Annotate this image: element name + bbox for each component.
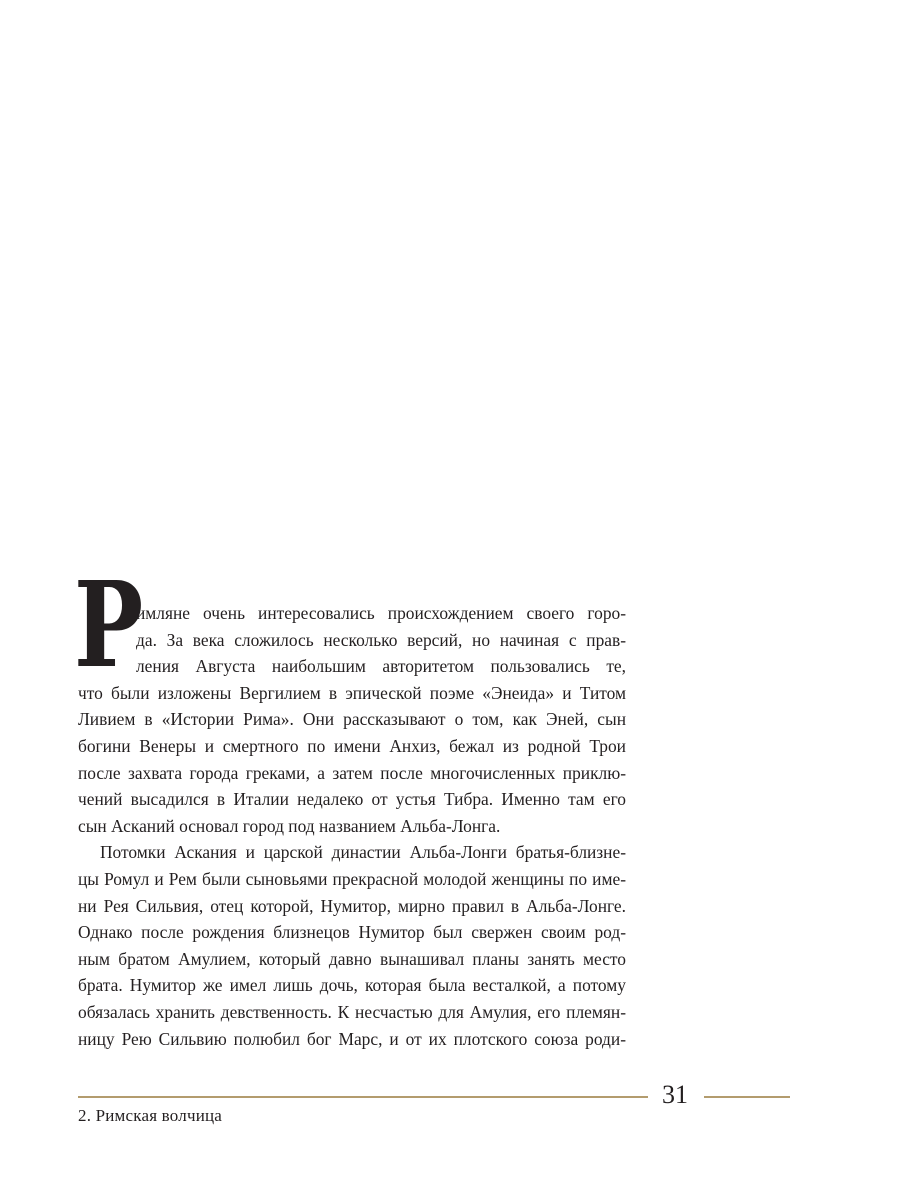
drop-cap: Р — [74, 555, 144, 694]
footer-rule-right — [704, 1096, 790, 1098]
text-line: ления Августа наибольшим авторитетом пользовались те, — [136, 656, 626, 677]
text-line: Однако после рождения близнецов Нумитор был свержен своим род- — [78, 922, 626, 943]
text-line: ницу Рею Сильвию полюбил бог Марс, и от их плотского союза роди- — [78, 1028, 626, 1049]
text-line: что были изложены Вергилием в эпической поэме «Энеида» и Титом — [78, 682, 626, 703]
text-line: да. За века сложилось несколько версий, но начиная с прав- — [136, 629, 626, 650]
page-number: 31 — [662, 1080, 688, 1109]
text-line: брата. Нумитор же имел лишь дочь, которая была весталкой, а потому — [78, 975, 626, 996]
footer-rule-left — [78, 1096, 648, 1098]
text-line: ным братом Амулием, который давно вынашивал планы занять место — [78, 948, 626, 969]
body-text — [78, 600, 626, 1052]
text-line: после захвата города греками, а затем после многочисленных приклю- — [78, 762, 626, 783]
text-line: цы Ромул и Рем были сыновьями прекрасной молодой женщины по име- — [78, 868, 626, 889]
text-line: сын Асканий основал город под названием Альба-Лонга. — [78, 815, 501, 836]
text-line: имляне очень интересовались происхождением своего горо- — [136, 603, 626, 623]
text-line: чений высадился в Италии недалеко от устья Тибра. Именно там его — [78, 789, 626, 810]
chapter-title: 2. Римская волчица — [78, 1106, 223, 1125]
text-line: Потомки Аскания и царской династии Альба-Лонги братья-близне- — [100, 842, 626, 863]
text-line: богини Венеры и смертного по имени Анхиз, бежал из родной Трои — [78, 735, 626, 756]
text-line: ни Рея Сильвия, отец которой, Нумитор, мирно правил в Альба-Лонге. — [78, 895, 626, 916]
text-line: Ливием в «Истории Рима». Они рассказывают о том, как Эней, сын — [78, 709, 626, 730]
text-line: обязалась хранить девственность. К несчастью для Амулия, его племян- — [78, 1001, 626, 1022]
